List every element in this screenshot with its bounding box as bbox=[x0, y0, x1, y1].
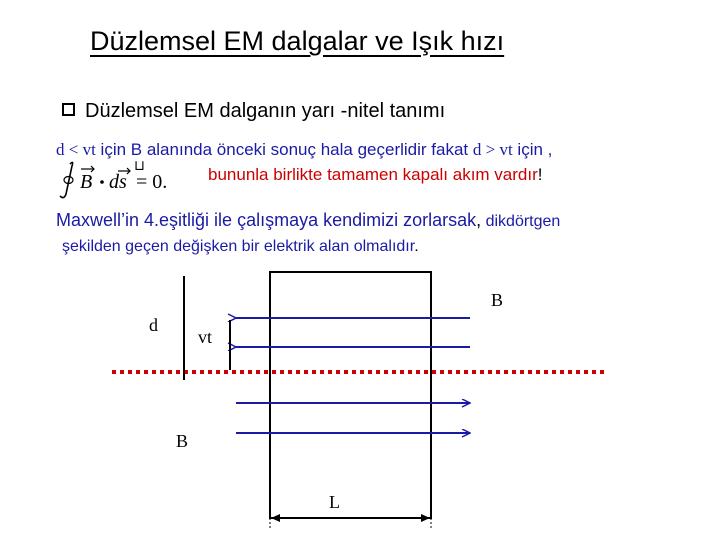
field-lines-rightward bbox=[236, 403, 470, 433]
svg-text:⊔: ⊔ bbox=[134, 158, 145, 173]
line4-end: . bbox=[414, 238, 419, 255]
line3-text-a: Maxwell’in 4.eşitliği ile çalışmaya kendimizi zorlarsak bbox=[56, 210, 477, 230]
svg-text:B: B bbox=[80, 171, 93, 193]
label-vt: vt bbox=[198, 327, 213, 347]
line1-text-b: için , bbox=[512, 140, 553, 159]
svg-text:= 0.: = 0. bbox=[136, 171, 168, 193]
label-d: d bbox=[149, 315, 158, 335]
line4-text: şekilden geçen değişken bir elektrik alan olmalıdır bbox=[62, 238, 415, 255]
amperian-rectangle bbox=[270, 272, 431, 518]
bullet-text: Düzlemsel EM dalganın yarı -nitel tanımı bbox=[85, 100, 446, 122]
slide-title: Düzlemsel EM dalgalar ve Işık hızı bbox=[90, 26, 505, 56]
svg-text:ds: ds bbox=[109, 171, 127, 193]
condition-d-greater-vt: d > vt bbox=[472, 140, 513, 159]
line2-end: ! bbox=[537, 165, 543, 184]
line3-comma: , bbox=[476, 210, 482, 230]
label-b-top: B bbox=[491, 290, 504, 310]
label-b-bottom: B bbox=[176, 431, 189, 451]
line3-text-b: dikdörtgen bbox=[481, 213, 561, 230]
condition-d-less-vt: d < vt bbox=[56, 140, 96, 159]
label-l: L bbox=[329, 492, 340, 512]
line1-text-a: için B alanında önceki sonuç hala geçerlidir fakat bbox=[95, 140, 473, 159]
line2-text: bununla birlikte tamamen kapalı akım vardır bbox=[208, 165, 538, 184]
field-lines-leftward bbox=[236, 318, 470, 347]
